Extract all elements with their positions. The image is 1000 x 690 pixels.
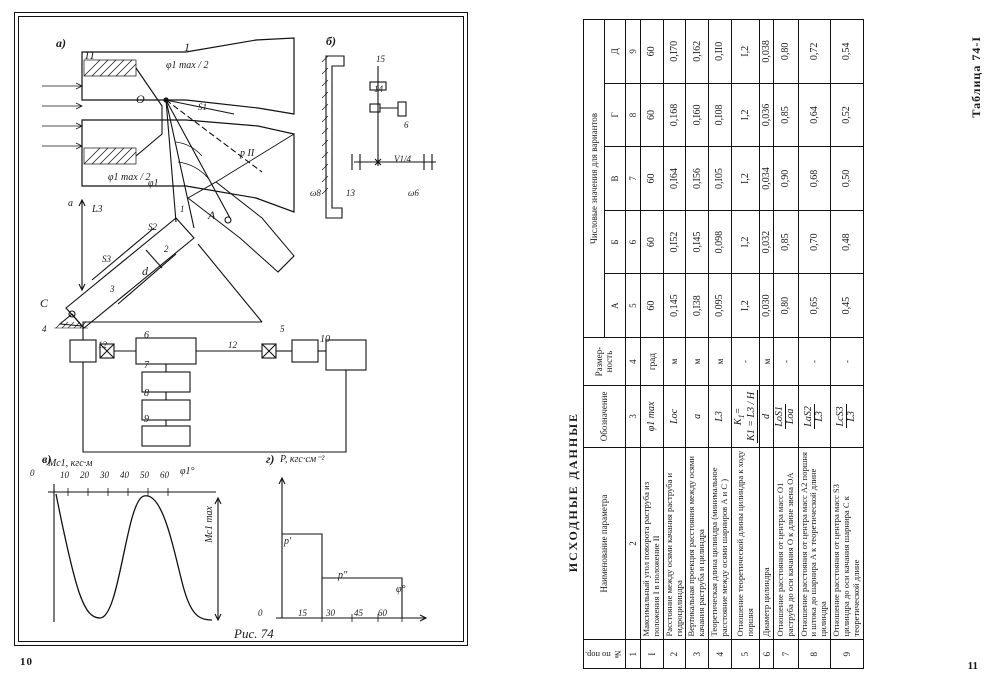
row-symbol: φ1 max [640, 386, 663, 447]
callout-1b: 1 [180, 204, 185, 214]
row-value-d: 60 [640, 20, 663, 84]
callout-13: 13 [346, 188, 355, 198]
row-value-a: 0,45 [831, 274, 864, 338]
table-row [774, 20, 798, 669]
chart-v-tick-20: 20 [80, 470, 89, 480]
callout-6b: 6 [404, 120, 409, 130]
label-part-a: а) [56, 36, 66, 50]
label-s1: S1 [198, 102, 207, 112]
left-page [8, 8, 486, 676]
chart-v-tick-60: 60 [160, 470, 169, 480]
header-no: № по пор. [584, 640, 626, 669]
header-variant-d: Д [604, 20, 625, 84]
label-v1-4: V1/4 [394, 154, 411, 164]
row-value-b: 0,032 [760, 210, 774, 274]
label-point-o: O [136, 92, 145, 106]
callout-10: 10 [320, 334, 330, 345]
colnum-5: 5 [625, 274, 640, 338]
label-l3: L3 [92, 204, 103, 215]
row-symbol: а [686, 386, 709, 447]
label-point-a: A [208, 208, 216, 222]
callout-12b: 12 [228, 340, 237, 350]
colnum-8: 8 [625, 83, 640, 147]
row-unit: - [798, 337, 831, 385]
header-variant-v: В [604, 147, 625, 211]
row-value-d: 0,I62 [686, 20, 709, 84]
row-name: Диаметр цилиндра [760, 447, 774, 640]
row-value-d: 0,038 [760, 20, 774, 84]
table-title: ИСХОДНЫЕ ДАННЫЕ [566, 412, 580, 573]
header-variant-b: Б [604, 210, 625, 274]
header-unit: Размер-ность [584, 337, 626, 385]
row-value-v: 0,034 [760, 147, 774, 211]
row-value-g: 0,85 [774, 83, 798, 147]
row-value-b: 60 [640, 210, 663, 274]
row-value-b: 0,48 [831, 210, 864, 274]
row-value-d: 0,80 [774, 20, 798, 84]
label-omega8: ω8 [310, 188, 321, 198]
row-unit: м [663, 337, 686, 385]
callout-14: 14 [374, 84, 383, 94]
row-symbol-den: Lоа [785, 408, 797, 425]
callout-6: 6 [144, 330, 149, 341]
row-value-g: 0,I60 [686, 83, 709, 147]
table-column-numbers-row [625, 20, 640, 669]
row-name: Отношение расстояния от центра масс S3 цилиндра до оси качания шарнира С к теоретической длине [831, 447, 864, 640]
row-symbol: $K_1=$ K1 = L3 / H [731, 386, 759, 447]
page-number-left: 10 [20, 656, 33, 668]
colnum-9: 9 [625, 20, 640, 84]
label-p2: p II [240, 148, 255, 159]
chart-v-tick-30: 30 [100, 470, 109, 480]
chart-g-tick-15: 15 [298, 608, 307, 618]
row-value-b: 0,I52 [663, 210, 686, 274]
colnum-7: 7 [625, 147, 640, 211]
row-value-v: 0,I05 [709, 147, 732, 211]
label-phi1-half: φ1 max / 2 [166, 60, 209, 71]
row-value-a: 0,095 [709, 274, 732, 338]
row-unit: - [831, 337, 864, 385]
table-row [663, 20, 686, 669]
chart-g-tick-0: 0 [258, 608, 263, 618]
rotated-table-wrapper [580, 16, 978, 672]
colnum-2: 2 [625, 447, 640, 640]
row-symbol [831, 386, 864, 447]
row-no: 4 [709, 640, 732, 669]
callout-7: 7 [144, 360, 149, 371]
row-value-v: 0,50 [831, 147, 864, 211]
colnum-6: 6 [625, 210, 640, 274]
row-value-v: 0,I64 [663, 147, 686, 211]
callout-3: 3 [110, 284, 115, 294]
chart-g-bar-2: p″ [338, 570, 348, 581]
row-no: 8 [798, 640, 831, 669]
right-page [500, 8, 992, 680]
row-value-a: 60 [640, 274, 663, 338]
callout-9: 9 [144, 414, 149, 425]
row-value-b: 0,85 [774, 210, 798, 274]
row-symbol-den: L3 [813, 411, 825, 422]
label-point-d: d [142, 264, 148, 278]
table-row [731, 20, 759, 669]
mechanism-drawing [26, 22, 456, 632]
chart-g-tick-30: 30 [326, 608, 335, 618]
colnum-4: 4 [625, 337, 640, 385]
row-symbol-num: K1 = L3 / H [746, 391, 758, 441]
initial-data-table [583, 19, 864, 669]
row-no: I [640, 640, 663, 669]
label-s2: S2 [148, 222, 157, 232]
row-unit: м [686, 337, 709, 385]
row-value-g: I,2 [731, 83, 759, 147]
row-value-a: 0,80 [774, 274, 798, 338]
header-variant-a: А [604, 274, 625, 338]
row-symbol-den: L3 [846, 411, 858, 422]
row-value-a: 0,65 [798, 274, 831, 338]
callout-11: 11 [84, 48, 96, 62]
row-value-v: 0,68 [798, 147, 831, 211]
row-symbol [774, 386, 798, 447]
row-unit: м [760, 337, 774, 385]
row-value-g: 0,168 [663, 83, 686, 147]
chart-v-xlabel: φ1° [180, 466, 195, 477]
callout-5: 5 [280, 324, 285, 334]
row-symbol-num: LaS2 [802, 406, 814, 427]
callout-15: 15 [376, 54, 385, 64]
callout-1: 1 [184, 40, 190, 54]
table-row [798, 20, 831, 669]
row-value-a: 0,I38 [686, 274, 709, 338]
row-no: 6 [760, 640, 774, 669]
colnum-1: 1 [625, 640, 640, 669]
chart-v-ylabel: Мс1 max [204, 506, 215, 543]
row-no: 9 [831, 640, 864, 669]
header-symbol: Обозначение [584, 386, 626, 447]
chart-g-xlabel: φ° [396, 584, 406, 595]
callout-4: 4 [42, 324, 47, 334]
row-no: 3 [686, 640, 709, 669]
row-no: 2 [663, 640, 686, 669]
chart-v-title: Мс1, кгс·м [48, 458, 93, 469]
chart-v-tick-40: 40 [120, 470, 129, 480]
row-value-b: 0,70 [798, 210, 831, 274]
table-row [640, 20, 663, 669]
row-symbol-num: LcS3 [835, 406, 847, 427]
row-unit: - [774, 337, 798, 385]
row-value-b: 0,I45 [686, 210, 709, 274]
row-unit: - [731, 337, 759, 385]
chart-g-tick-45: 45 [354, 608, 363, 618]
table-row [831, 20, 864, 669]
row-name: Отношение расстояния от центра масс O1 раструба до оси качания O к длине звена OA [774, 447, 798, 640]
callout-2: 2 [164, 244, 169, 254]
callout-8: 8 [144, 388, 149, 399]
callout-12a: 12 [98, 340, 107, 350]
chart-v-tick-50: 50 [140, 470, 149, 480]
row-value-g: 0,64 [798, 83, 831, 147]
label-s3: S3 [102, 254, 111, 264]
row-value-v: I,2 [731, 147, 759, 211]
chart-g-tick-60: 60 [378, 608, 387, 618]
label-phi1: φ1 [148, 178, 159, 189]
colnum-3: 3 [625, 386, 640, 447]
row-value-b: I,2 [731, 210, 759, 274]
page-number-right: 11 [967, 660, 978, 672]
header-variants-group: Числовые значения для вариантов [584, 20, 605, 338]
chart-g-title: P, кгс·см⁻² [280, 454, 325, 465]
row-value-d: 0,II0 [709, 20, 732, 84]
row-value-d: 0,I70 [663, 20, 686, 84]
row-no: 7 [774, 640, 798, 669]
label-part-v: в) [42, 452, 52, 466]
row-value-a: 0,030 [760, 274, 774, 338]
row-symbol: d [760, 386, 774, 447]
row-value-d: I,2 [731, 20, 759, 84]
table-caption: Таблица 74-I [969, 36, 983, 118]
row-value-b: 0,098 [709, 210, 732, 274]
row-unit: м [709, 337, 732, 385]
row-symbol: Lос [663, 386, 686, 447]
label-part-b: б) [326, 34, 336, 48]
row-name: Максимальный угол поворота раструба из положения I в положение II [640, 447, 663, 640]
row-name: Отношение расстояния от центра масс A2 поршня и штока до шарнира А к теоретической длине цилиндра [798, 447, 831, 640]
table-row [760, 20, 774, 669]
row-value-g: 0,036 [760, 83, 774, 147]
table-row [709, 20, 732, 669]
row-name: Вертикальная проекция расстояния между осями качания раструба и цилиндра [686, 447, 709, 640]
chart-v-tick-10: 10 [60, 470, 69, 480]
table-row [686, 20, 709, 669]
row-value-v: 0,I56 [686, 147, 709, 211]
row-value-a: I,2 [731, 274, 759, 338]
row-no: 5 [731, 640, 759, 669]
row-value-v: 0,90 [774, 147, 798, 211]
table-header-row-1 [584, 20, 605, 669]
row-value-g: 0,52 [831, 83, 864, 147]
label-part-g: г) [266, 452, 275, 466]
label-point-c: C [40, 296, 49, 310]
header-name: Наименование параметра [584, 447, 626, 640]
header-variant-g: Г [604, 83, 625, 147]
row-value-g: 0,I08 [709, 83, 732, 147]
row-value-d: 0,54 [831, 20, 864, 84]
row-symbol: L3 [709, 386, 732, 447]
row-name: Теоретическая длина цилиндра (минимальное расстояние между осями шарниров А и С ) [709, 447, 732, 640]
label-omega6: ω6 [408, 188, 419, 198]
row-value-g: 60 [640, 83, 663, 147]
row-name: Отношение теоретической длины цилиндра к ходу поршня [731, 447, 759, 640]
label-phi1-half-lower: φ1 max / 2 [108, 172, 151, 183]
label-a-dim: а [68, 198, 73, 209]
row-symbol [798, 386, 831, 447]
row-value-d: 0,72 [798, 20, 831, 84]
row-name: Расстояние между осями качания раструба и гидроцилиндра [663, 447, 686, 640]
figure-caption: Рис. 74 [234, 626, 274, 641]
row-symbol-num: LoS1 [774, 406, 786, 427]
row-unit: град [640, 337, 663, 385]
row-value-v: 60 [640, 147, 663, 211]
row-value-a: 0,145 [663, 274, 686, 338]
figure-74-diagram [26, 22, 456, 632]
chart-g-bar-1: p′ [284, 536, 292, 547]
chart-v-zero: 0 [30, 468, 35, 478]
